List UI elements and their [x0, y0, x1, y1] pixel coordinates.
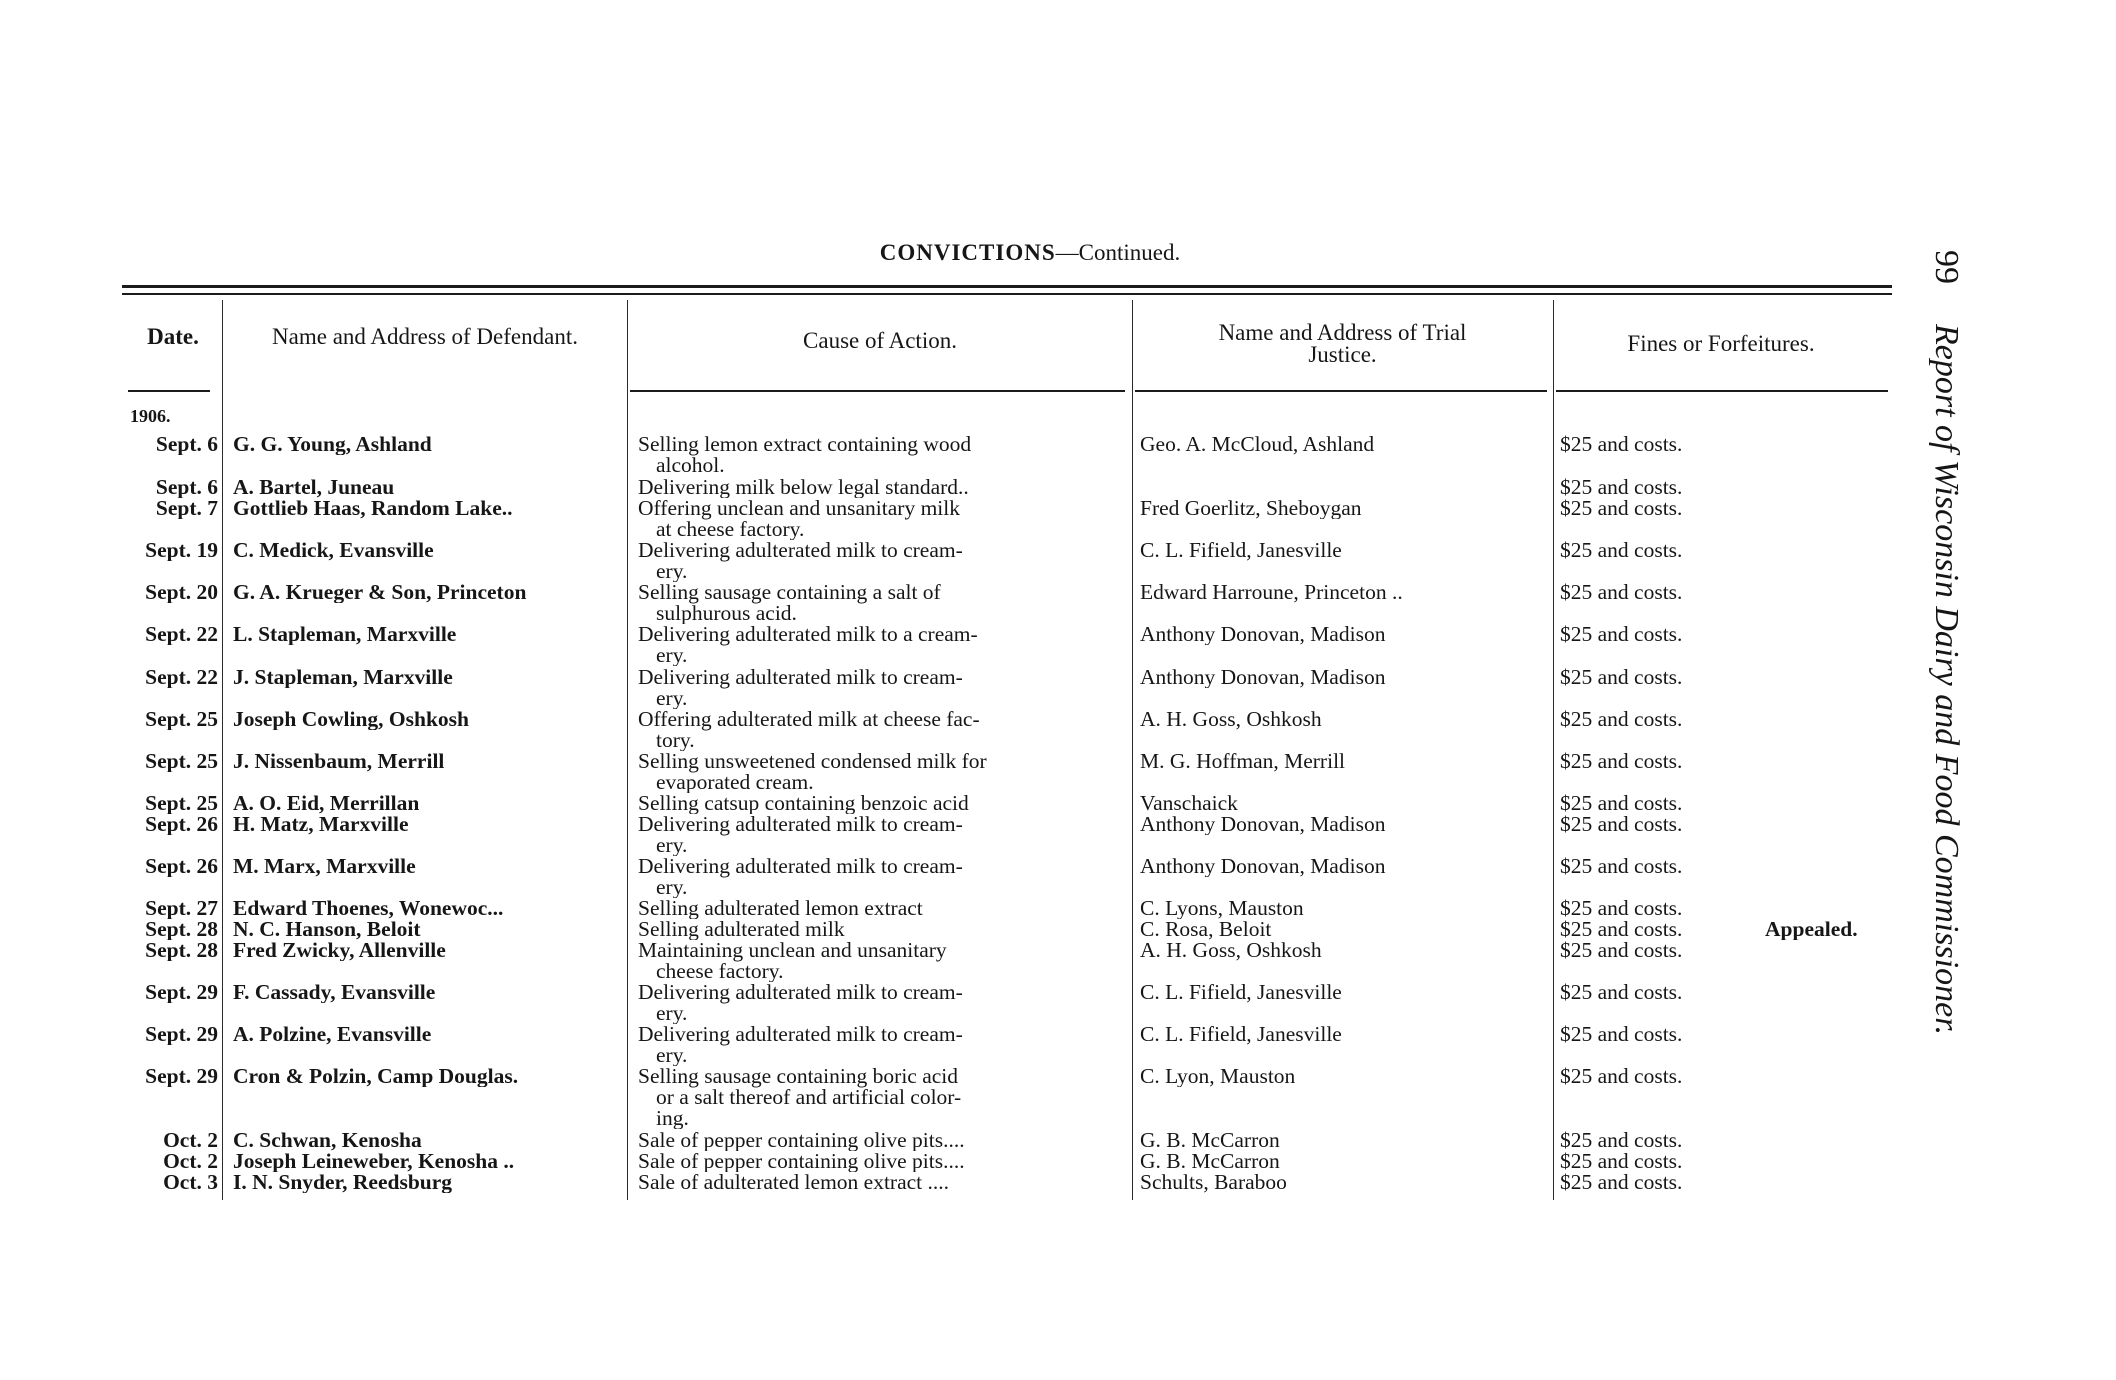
header-justice — [1135, 322, 1550, 366]
row-defendant: H. Matz, Marxville — [233, 814, 409, 835]
row-cause — [638, 1151, 1124, 1172]
header-fines: Fines or Forfeitures. — [1627, 331, 1815, 356]
row-cause — [638, 898, 1124, 919]
row-cause — [638, 477, 1124, 498]
row-defendant: C. Schwan, Kenosha — [233, 1130, 422, 1151]
row-justice: M. G. Hoffman, Merrill — [1140, 751, 1346, 772]
row-fine: $25 and costs. — [1560, 1130, 1683, 1151]
row-date: Sept. 19 — [145, 540, 218, 561]
header-underline — [1556, 390, 1888, 392]
row-fine: $25 and costs. — [1560, 667, 1683, 688]
row-justice: C. Lyon, Mauston — [1140, 1066, 1296, 1087]
row-date: Oct. 2 — [163, 1130, 218, 1151]
row-date: Sept. 6 — [155, 434, 218, 455]
cause-line: Delivering adulterated milk to cream- — [638, 667, 963, 689]
row-cause — [638, 582, 1124, 624]
row-cause — [638, 498, 1124, 540]
row-justice: C. L. Fifield, Janesville — [1140, 1024, 1342, 1045]
row-defendant: Gottlieb Haas, Random Lake.. — [233, 498, 513, 519]
row-cause — [638, 1066, 1124, 1129]
cause-line: Offering adulterated milk at cheese fac- — [638, 709, 980, 731]
cause-line: Offering unclean and unsanitary milk — [638, 498, 961, 520]
row-fine: $25 and costs. — [1560, 919, 1683, 940]
cause-line: alcohol. — [656, 453, 725, 476]
cause-line: Sale of pepper containing olive pits.... — [638, 1151, 965, 1172]
caption-main: CONVICTIONS — [879, 240, 1056, 265]
row-defendant: G. A. Krueger & Son, Princeton — [233, 582, 527, 603]
row-date: Sept. 28 — [145, 940, 218, 961]
cause-line: evaporated cream. — [656, 770, 814, 793]
row-justice: Anthony Donovan, Madison — [1140, 856, 1386, 877]
row-fine: $25 and costs. — [1560, 1172, 1683, 1193]
row-fine: $25 and costs. — [1560, 898, 1683, 919]
running-head — [1927, 250, 1965, 1035]
cause-line: Selling sausage containing boric acid — [638, 1066, 959, 1088]
row-fine: $25 and costs. — [1560, 940, 1683, 961]
cause-line: Sale of pepper containing olive pits.... — [638, 1130, 965, 1151]
cause-line: Delivering milk below legal standard.. — [638, 477, 969, 498]
header-cause: Cause of Action. — [803, 328, 957, 353]
column-divider — [1553, 300, 1554, 1200]
header-justice-line2: Justice. — [1308, 342, 1377, 367]
row-fine: $25 and costs. — [1560, 982, 1683, 1003]
row-date: Sept. 26 — [145, 856, 218, 877]
cause-line: tory. — [656, 728, 695, 751]
row-fine: $25 and costs. — [1560, 814, 1683, 835]
row-justice: Anthony Donovan, Madison — [1140, 667, 1386, 688]
row-date: Sept. 29 — [145, 982, 218, 1003]
cause-line: Maintaining unclean and unsanitary — [638, 940, 947, 962]
row-justice: Vanschaick — [1140, 793, 1238, 814]
header-name: Name and Address of Defendant. — [272, 324, 578, 349]
column-divider — [1132, 300, 1133, 1200]
cause-line: ery. — [656, 686, 688, 709]
cause-line: ery. — [656, 643, 688, 666]
cause-line: Selling adulterated milk — [638, 919, 845, 940]
row-date: Oct. 2 — [163, 1151, 218, 1172]
row-justice: Geo. A. McCloud, Ashland — [1140, 434, 1375, 455]
table-caption — [860, 240, 1200, 266]
column-divider — [222, 300, 223, 1200]
row-justice: Schults, Baraboo — [1140, 1172, 1287, 1193]
row-defendant: J. Nissenbaum, Merrill — [233, 751, 445, 772]
row-defendant: I. N. Snyder, Reedsburg — [233, 1172, 453, 1193]
row-defendant: G. G. Young, Ashland — [233, 434, 432, 455]
row-cause — [638, 667, 1124, 709]
row-justice: Fred Goerlitz, Sheboygan — [1140, 498, 1362, 519]
cause-line: cheese factory. — [656, 959, 784, 982]
cause-line: ing. — [656, 1106, 689, 1129]
row-fine: $25 and costs. — [1560, 856, 1683, 877]
cause-line: Selling lemon extract containing wood — [638, 434, 972, 456]
row-defendant: Joseph Cowling, Oshkosh — [233, 709, 469, 730]
cause-line: ery. — [656, 559, 688, 582]
header-justice-line1: Name and Address of Trial — [1218, 320, 1467, 345]
cause-line: Delivering adulterated milk to cream- — [638, 540, 963, 562]
row-date: Sept. 22 — [145, 624, 218, 645]
row-justice: C. Lyons, Mauston — [1140, 898, 1304, 919]
cause-line: ery. — [656, 875, 688, 898]
row-fine: $25 and costs. — [1560, 434, 1683, 455]
top-rule-thin — [122, 293, 1892, 295]
row-cause — [638, 751, 1124, 793]
cause-line: Delivering adulterated milk to a cream- — [638, 624, 978, 646]
cause-line: ery. — [656, 1001, 688, 1024]
cause-line: sulphurous acid. — [656, 601, 797, 624]
row-cause — [638, 434, 1124, 476]
row-fine: $25 and costs. — [1560, 582, 1683, 603]
row-defendant: A. O. Eid, Merrillan — [233, 793, 420, 814]
row-justice: Anthony Donovan, Madison — [1140, 814, 1386, 835]
cause-line: or a salt thereof and artificial color- — [656, 1085, 962, 1109]
row-note: Appealed. — [1765, 919, 1858, 940]
row-date: Sept. 29 — [145, 1066, 218, 1087]
row-defendant: A. Bartel, Juneau — [233, 477, 395, 498]
row-cause — [638, 940, 1124, 982]
cause-line: Selling unsweetened condensed milk for — [638, 751, 987, 773]
row-fine: $25 and costs. — [1560, 1151, 1683, 1172]
row-fine: $25 and costs. — [1560, 477, 1683, 498]
cause-line: Delivering adulterated milk to cream- — [638, 1024, 963, 1046]
row-cause — [638, 814, 1124, 856]
row-justice: C. L. Fifield, Janesville — [1140, 982, 1342, 1003]
row-cause — [638, 1024, 1124, 1066]
cause-line: ery. — [656, 1043, 688, 1066]
row-defendant: N. C. Hanson, Beloit — [233, 919, 421, 940]
cause-line: at cheese factory. — [656, 517, 805, 540]
page-number: 99 — [1928, 250, 1965, 284]
row-fine: $25 and costs. — [1560, 624, 1683, 645]
cause-line: Selling catsup containing benzoic acid — [638, 793, 969, 814]
row-defendant: Cron & Polzin, Camp Douglas. — [233, 1066, 519, 1087]
row-defendant: C. Medick, Evansville — [233, 540, 434, 561]
caption-continued: —Continued. — [1055, 240, 1181, 265]
row-justice: A. H. Goss, Oshkosh — [1140, 940, 1322, 961]
row-cause — [638, 1172, 1124, 1193]
row-defendant: F. Cassady, Evansville — [233, 982, 436, 1003]
row-defendant: Joseph Leineweber, Kenosha .. — [233, 1151, 515, 1172]
row-date: Sept. 20 — [145, 582, 218, 603]
row-justice: Edward Harroune, Princeton .. — [1140, 582, 1403, 603]
column-divider — [627, 300, 628, 1200]
header-date: Date. — [147, 324, 199, 349]
header-underline — [1135, 390, 1547, 392]
row-cause — [638, 982, 1124, 1024]
top-rule — [122, 285, 1892, 288]
row-date: Sept. 22 — [145, 667, 218, 688]
header-underline — [128, 390, 210, 392]
cause-line: Sale of adulterated lemon extract .... — [638, 1172, 950, 1193]
row-justice: C. Rosa, Beloit — [1140, 919, 1272, 940]
year-label: 1906. — [130, 406, 171, 426]
row-cause — [638, 919, 1124, 940]
row-date: Sept. 25 — [145, 793, 218, 814]
row-date: Sept. 6 — [155, 477, 218, 498]
row-justice: C. L. Fifield, Janesville — [1140, 540, 1342, 561]
row-date: Sept. 29 — [145, 1024, 218, 1045]
cause-line: Delivering adulterated milk to cream- — [638, 982, 963, 1004]
row-cause — [638, 856, 1124, 898]
row-cause — [638, 709, 1124, 751]
row-date: Sept. 28 — [145, 919, 218, 940]
cause-line: Selling adulterated lemon extract — [638, 898, 923, 919]
row-cause — [638, 793, 1124, 814]
cause-line: ery. — [656, 833, 688, 856]
row-fine: $25 and costs. — [1560, 709, 1683, 730]
row-justice: Anthony Donovan, Madison — [1140, 624, 1386, 645]
row-date: Sept. 25 — [145, 709, 218, 730]
row-fine: $25 and costs. — [1560, 793, 1683, 814]
row-defendant: M. Marx, Marxville — [233, 856, 416, 877]
cause-line: Delivering adulterated milk to cream- — [638, 814, 963, 836]
header-underline — [630, 390, 1125, 392]
row-fine: $25 and costs. — [1560, 1066, 1683, 1087]
row-justice: G. B. McCarron — [1140, 1151, 1280, 1172]
row-date: Sept. 27 — [145, 898, 218, 919]
row-fine: $25 and costs. — [1560, 751, 1683, 772]
row-cause — [638, 624, 1124, 666]
cause-line: Selling sausage containing a salt of — [638, 582, 941, 604]
row-date: Sept. 25 — [145, 751, 218, 772]
row-date: Sept. 26 — [145, 814, 218, 835]
row-justice: G. B. McCarron — [1140, 1130, 1280, 1151]
cause-line: Delivering adulterated milk to cream- — [638, 856, 963, 878]
row-cause — [638, 540, 1124, 582]
row-date: Oct. 3 — [163, 1172, 218, 1193]
row-defendant: Edward Thoenes, Wonewoc... — [233, 898, 504, 919]
row-fine: $25 and costs. — [1560, 498, 1683, 519]
row-cause — [638, 1130, 1124, 1151]
row-defendant: Fred Zwicky, Allenville — [233, 940, 446, 961]
row-defendant: A. Polzine, Evansville — [233, 1024, 432, 1045]
row-fine: $25 and costs. — [1560, 1024, 1683, 1045]
row-date: Sept. 7 — [155, 498, 218, 519]
row-defendant: L. Stapleman, Marxville — [233, 624, 457, 645]
row-defendant: J. Stapleman, Marxville — [233, 667, 453, 688]
row-fine: $25 and costs. — [1560, 540, 1683, 561]
running-title: Report of Wisconsin Dairy and Food Commissioner. — [1928, 324, 1965, 1036]
row-justice: A. H. Goss, Oshkosh — [1140, 709, 1322, 730]
